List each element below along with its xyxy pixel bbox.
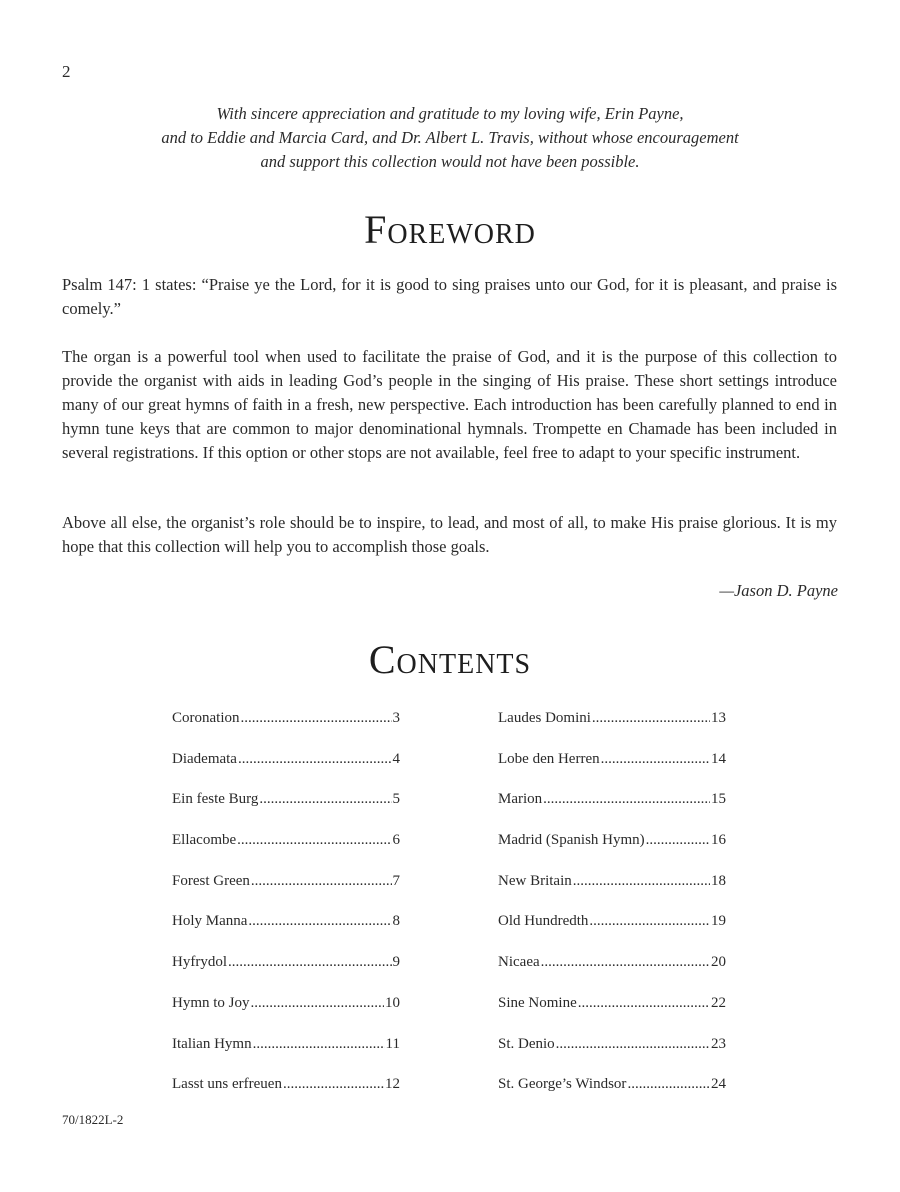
toc-entry[interactable] — [172, 871, 400, 912]
toc-entry[interactable] — [498, 789, 726, 830]
toc-leader — [259, 789, 391, 809]
toc-page: 16 — [711, 832, 726, 849]
toc-title: Sine Nomine — [498, 994, 577, 1011]
toc-leader — [248, 911, 391, 931]
contents-column-left — [172, 708, 400, 1115]
toc-leader — [646, 830, 710, 850]
toc-leader — [251, 871, 392, 891]
toc-title: Holy Manna — [172, 913, 248, 930]
toc-leader — [283, 1074, 384, 1094]
foreword-paragraph: Psalm 147: 1 states: “Praise ye the Lord, for it is good to sing praises unto our God, for it is pleasant, and praise is comely.” — [62, 275, 837, 318]
dedication-line: and to Eddie and Marcia Card, and Dr. Albert L. Travis, without whose encouragement — [161, 128, 739, 147]
toc-leader — [253, 1034, 385, 1054]
toc-leader — [592, 708, 710, 728]
foreword-heading: Foreword — [364, 207, 536, 252]
toc-entry[interactable] — [172, 911, 400, 952]
toc-title: Laudes Domini — [498, 710, 591, 726]
toc-page: 4 — [392, 750, 400, 767]
toc-entry[interactable] — [172, 830, 400, 871]
toc-leader — [601, 749, 710, 769]
toc-page: 14 — [711, 750, 726, 767]
toc-entry[interactable] — [498, 871, 726, 912]
toc-page: 9 — [392, 954, 400, 971]
toc-title: Old Hundredth — [498, 913, 589, 930]
toc-entry[interactable] — [172, 1034, 400, 1075]
toc-leader — [241, 708, 392, 728]
toc-title: St. George’s Windsor — [498, 1076, 627, 1093]
toc-page: 24 — [711, 1076, 726, 1093]
toc-title: Madrid (Spanish Hymn) — [498, 832, 645, 849]
toc-page: 13 — [711, 710, 726, 726]
foreword-paragraph: The organ is a powerful tool when used to facilitate the praise of God, and it is the purpose of this collection to provide the organist with aids in leading God’s people in the singing of His praise. These short settings introduce many of our great hymns of faith in a fresh, new perspective. Each introduction has been carefully planned to end in hymn tune keys that are common to major denominational hymnals. Trompette en Chamade has been included in several registrations. If this option or other stops are not available, feel free to adapt to your specific instrument. — [62, 347, 837, 462]
toc-leader — [251, 993, 384, 1013]
toc-leader — [578, 993, 710, 1013]
toc-title: Diademata — [172, 750, 237, 767]
toc-entry[interactable] — [498, 993, 726, 1034]
toc-entry[interactable] — [172, 749, 400, 790]
toc-leader — [237, 830, 391, 850]
toc-entry[interactable] — [498, 911, 726, 952]
toc-page: 5 — [392, 791, 400, 808]
toc-title: Marion — [498, 791, 543, 808]
toc-title: Lasst uns erfreuen — [172, 1076, 282, 1093]
toc-page: 8 — [392, 913, 400, 930]
dedication — [90, 102, 810, 174]
foreword-paragraph: Above all else, the organist’s role should be to inspire, to lead, and most of all, to make His praise glorious. It is my hope that this collection will help you to accomplish those goals. — [62, 513, 837, 556]
toc-leader — [589, 911, 710, 931]
toc-page: 23 — [711, 1035, 726, 1052]
toc-title: Italian Hymn — [172, 1035, 252, 1052]
toc-entry[interactable] — [172, 1074, 400, 1115]
toc-entry[interactable] — [172, 993, 400, 1034]
toc-entry[interactable] — [172, 952, 400, 993]
toc-leader — [573, 871, 710, 891]
toc-title: Coronation — [172, 710, 240, 726]
toc-leader — [541, 952, 710, 972]
toc-entry[interactable] — [498, 830, 726, 871]
contents-heading: Contents — [368, 637, 532, 682]
toc-page: 20 — [711, 954, 726, 971]
toc-title: Hymn to Joy — [172, 994, 250, 1011]
toc-entry[interactable] — [172, 789, 400, 830]
toc-entry[interactable] — [498, 749, 726, 790]
toc-title: Hyfrydol — [172, 954, 227, 971]
toc-entry[interactable] — [172, 708, 400, 749]
toc-page: 6 — [392, 832, 400, 849]
toc-leader — [627, 1074, 710, 1094]
toc-entry[interactable] — [498, 1074, 726, 1115]
toc-leader — [543, 789, 710, 809]
toc-page: 11 — [385, 1035, 400, 1052]
toc-title: Lobe den Herren — [498, 750, 600, 767]
toc-title: Forest Green — [172, 872, 250, 889]
toc-page: 3 — [392, 710, 400, 726]
toc-page: 18 — [711, 872, 726, 889]
catalog-number: 70/1822L-2 — [62, 1112, 124, 1127]
toc-page: 15 — [711, 791, 726, 808]
dedication-line: With sincere appreciation and gratitude to my loving wife, Erin Payne, — [216, 104, 684, 123]
toc-entry[interactable] — [498, 1034, 726, 1075]
toc-entry[interactable] — [498, 952, 726, 993]
toc-page: 22 — [711, 994, 726, 1011]
toc-title: Ellacombe — [172, 832, 237, 849]
toc-leader — [238, 749, 392, 769]
toc-title: New Britain — [498, 872, 572, 889]
dedication-line: and support this collection would not have been possible. — [260, 152, 640, 171]
toc-page: 10 — [385, 994, 400, 1011]
toc-title: St. Denio — [498, 1035, 555, 1052]
toc-title: Nicaea — [498, 954, 540, 971]
toc-page: 12 — [385, 1076, 400, 1093]
toc-leader — [228, 952, 392, 972]
page-number: 2 — [62, 62, 71, 81]
toc-page: 19 — [711, 913, 726, 930]
contents-column-right — [498, 708, 726, 1115]
toc-title: Ein feste Burg — [172, 791, 259, 808]
toc-page: 7 — [392, 872, 400, 889]
author-signature: —Jason D. Payne — [719, 581, 838, 600]
toc-leader — [556, 1034, 710, 1054]
toc-entry[interactable] — [498, 708, 726, 749]
